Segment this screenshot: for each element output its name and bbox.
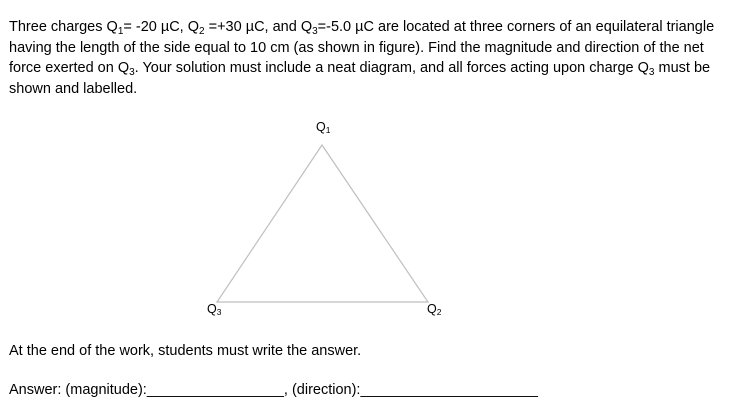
- vertex-q3-sub: 3: [216, 307, 222, 317]
- vertex-q1-base: Q: [316, 120, 326, 134]
- problem-text-6: must be shown and labelled.: [9, 60, 711, 97]
- vertex-label-q2: [427, 302, 441, 316]
- direction-blank[interactable]: ______________________: [360, 382, 538, 398]
- problem-text-2: = -20 µC, Q: [123, 19, 200, 35]
- vertex-q2-base: Q: [427, 302, 437, 316]
- vertex-label-q1: [316, 120, 330, 134]
- problem-text-4: =-5.0 µC are located at three corners of an equilateral triangle having the length of the side equal to 10 cm (as shown in figure). Find the magnitude and direction of the net force exerted on Q: [9, 19, 715, 76]
- answer-separator: ,: [283, 382, 292, 398]
- subscript-q3-force: 3: [129, 67, 135, 78]
- vertex-label-q3: [207, 302, 221, 316]
- problem-text-1: Three charges Q: [9, 19, 118, 35]
- subscript-q3: 3: [312, 26, 318, 37]
- vertex-q3-base: Q: [207, 302, 217, 316]
- direction-label: (direction):: [291, 382, 361, 398]
- vertex-q2-sub: 2: [436, 307, 442, 317]
- subscript-q1: 1: [117, 26, 124, 37]
- problem-text-5: . Your solution must include a neat diagram, and all forces acting upon charge Q: [134, 60, 649, 76]
- answer-line: [9, 381, 538, 399]
- problem-text-3: =+30 µC, and Q: [204, 19, 313, 35]
- subscript-q2: 2: [199, 26, 205, 37]
- subscript-q3-acting: 3: [648, 67, 655, 78]
- vertex-q1-sub: 1: [325, 125, 331, 135]
- instruction-text: At the end of the work, students must write the answer.: [9, 343, 362, 359]
- magnitude-blank[interactable]: _________________: [146, 382, 284, 398]
- magnitude-label: Answer: (magnitude):: [9, 382, 147, 398]
- problem-statement: [9, 17, 721, 99]
- equilateral-triangle: [217, 145, 428, 302]
